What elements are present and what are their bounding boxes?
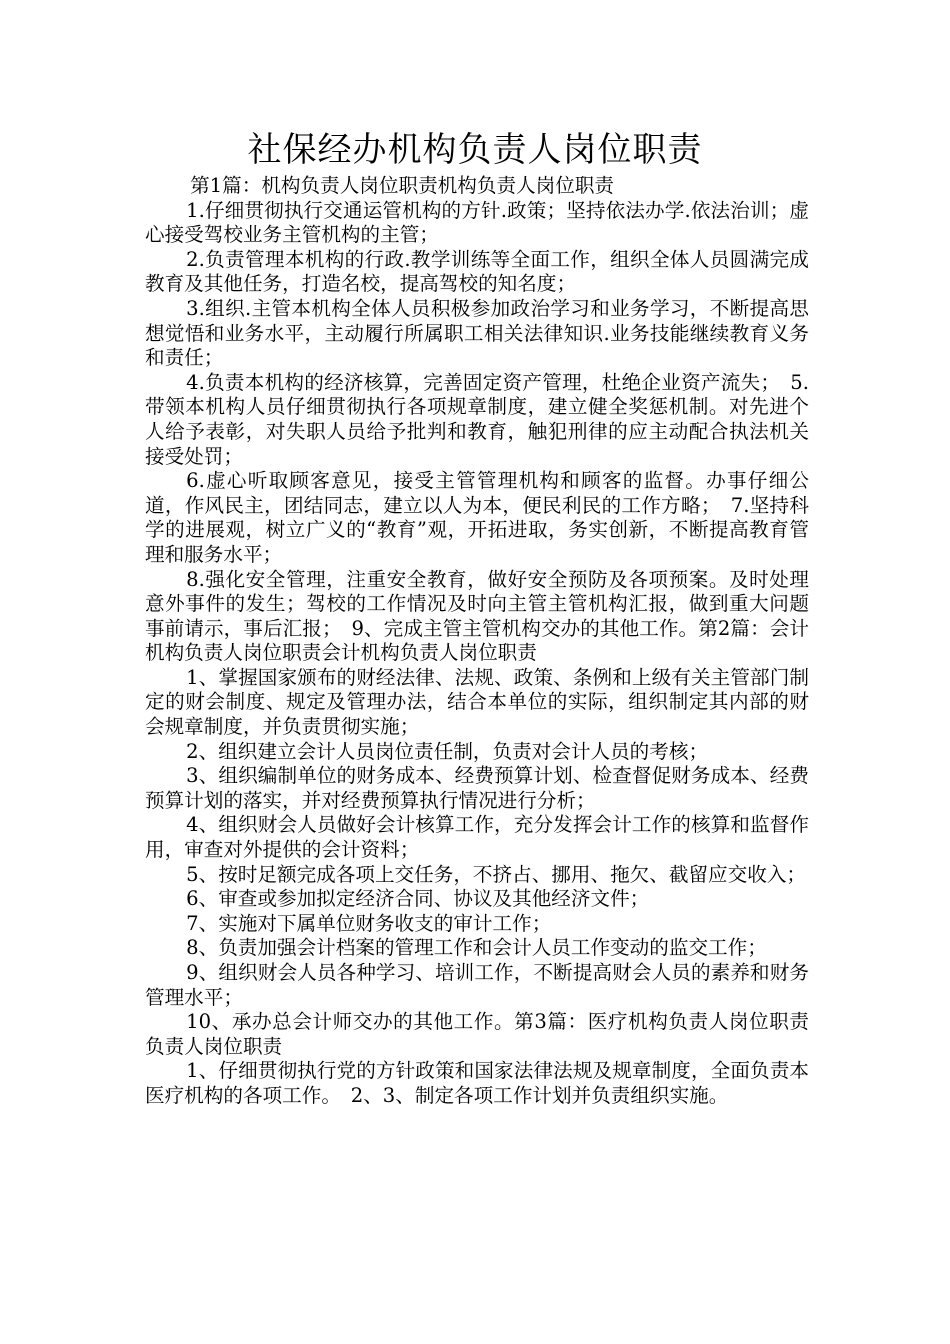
- paragraph: 2、组织建立会计人员岗位责任制，负责对会计人员的考核；: [186, 739, 709, 763]
- document-body: [145, 174, 809, 1109]
- paragraph: 6、审查或参加拟定经济合同、协议及其他经济文件；: [186, 887, 650, 911]
- paragraph: 2.负责管理本机构的行政.教学训练等全面工作，组织全体人员圆满完成教育及其他任务，打造名校，提高驾校的知名度；: [145, 247, 809, 296]
- paragraph: 7、实施对下属单位财务收支的审计工作；: [186, 911, 552, 935]
- paragraph: 4.负责本机构的经济核算，完善固定资产管理，杜绝企业资产流失； 5.带领本机构人员仔细贯彻执行各项规章制度，建立健全奖惩机制。对先进个人给予表彰，对失职人员给予批判和教育，触犯刑律的应主动配合执法机关接受处罚；: [145, 370, 809, 468]
- paragraph: 1.仔细贯彻执行交通运管机构的方针.政策；坚持依法办学.依法治训；虚心接受驾校业务主管机构的主管；: [145, 198, 809, 247]
- paragraph: 10、承办总会计师交办的其他工作。第3篇：医疗机构负责人岗位职责负责人岗位职责: [145, 1010, 809, 1058]
- paragraph: 3.组织.主管本机构全体人员积极参加政治学习和业务学习，不断提高思想觉悟和业务水平，主动履行所属职工相关法律知识.业务技能继续教育义务和责任；: [145, 296, 809, 370]
- paragraph: 1、仔细贯彻执行党的方针政策和国家法律法规及规章制度，全面负责本医疗机构的各项工作。 2、3、制定各项工作计划并负责组织实施。: [145, 1059, 809, 1107]
- paragraph: 8.强化安全管理，注重安全教育，做好安全预防及各项预案。及时处理意外事件的发生；驾校的工作情况及时向主管主管机构汇报，做到重大问题事前请示，事后汇报； 9、完成主管主管机构交办的其他工作。第2篇：会计机构负责人岗位职责会计机构负责人岗位职责: [145, 567, 809, 665]
- paragraph: 4、组织财会人员做好会计核算工作，充分发挥会计工作的核算和监督作用，审查对外提供的会计资料；: [145, 813, 809, 862]
- paragraph: 3、组织编制单位的财务成本、经费预算计划、检查督促财务成本、经费预算计划的落实，并对经费预算执行情况进行分析；: [145, 764, 809, 812]
- document-title: 社保经办机构负责人岗位职责: [247, 130, 703, 170]
- paragraph: 5、按时足额完成各项上交任务，不挤占、挪用、拖欠、截留应交收入；: [186, 862, 807, 886]
- paragraph: 8、负责加强会计档案的管理工作和会计人员工作变动的监交工作；: [186, 936, 767, 960]
- paragraph: 9、组织财会人员各种学习、培训工作，不断提高财会人员的素养和财务管理水平；: [145, 961, 809, 1009]
- paragraph: 第1篇：机构负责人岗位职责机构负责人岗位职责: [190, 174, 615, 197]
- paragraph: 6.虚心听取顾客意见，接受主管管理机构和顾客的监督。办事仔细公道，作风民主，团结同志，建立以人为本，便民利民的工作方略； 7.坚持科学的进展观，树立广义的“教育”观，开拓进取，务实创新，不断提高教育管理和服务水平；: [145, 469, 809, 566]
- paragraph: 1、掌握国家颁布的财经法律、法规、政策、条例和上级有关主管部门制定的财会制度、规定及管理办法，结合本单位的实际，组织制定其内部的财会规章制度，并负责贯彻实施；: [145, 665, 809, 739]
